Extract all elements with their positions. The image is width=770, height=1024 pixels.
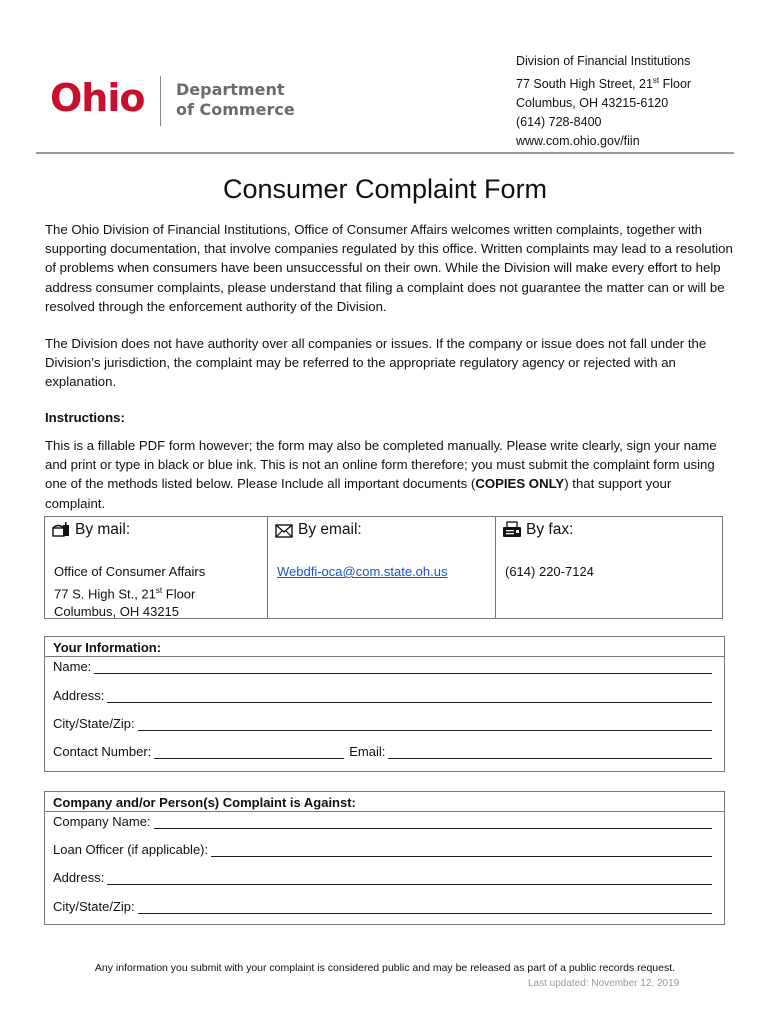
fax-method-cell bbox=[495, 516, 723, 619]
address-field[interactable]: Address: bbox=[53, 688, 712, 703]
company-section-heading: Company and/or Person(s) Complaint is Against: bbox=[53, 795, 356, 810]
intro-paragraph-2: The Division does not have authority over all companies or issues. If the company or issue does not fall under the Division’s jurisdiction, the complaint may be referred to the appropriate regulatory agency or rejected with an explanation. bbox=[45, 336, 707, 390]
division-address bbox=[516, 52, 691, 151]
company-city-state-zip-input-line[interactable] bbox=[138, 901, 712, 914]
public-records-notice: Any information you submit with your complaint is considered public and may be released as part of a public records request. bbox=[94, 962, 676, 974]
contact-number-input-line[interactable] bbox=[154, 746, 344, 759]
intro-paragraph-1: The Ohio Division of Financial Institutions, Office of Consumer Affairs welcomes written complaints, together with supporting documentation, that involve companies regulated by this office. Written complaints may lead to a resolution of problems when consumers have been unsuccessful on their own. While the Division will make every effort to help address consumer complaints, please understand that filing a complaint does not guarantee the matter can or will be resolved through the enforcement authority of the Division. bbox=[45, 222, 733, 314]
mail-address: Office of Consumer Affairs 77 S. High St., 21st Floor Columbus, OH 43215 bbox=[54, 564, 206, 620]
fax-method-header: By fax: bbox=[502, 521, 573, 539]
instructions-text: This is a fillable PDF form however; the form may also be completed manually. Please write clearly, sign your name and print or type in black or blue ink. This is not an online form therefore; you must submit the complaint form using one of the methods listed below. Please Include all important documents (COPIES ONLY) that support your complaint. bbox=[45, 438, 717, 511]
logo-dept-line2: of Commerce bbox=[176, 100, 295, 119]
contact-email-row: Contact Number: Email: bbox=[53, 744, 712, 759]
your-information-section bbox=[44, 636, 725, 772]
email-input-line[interactable] bbox=[388, 746, 712, 759]
email-address-link[interactable]: Webdfi-oca@com.state.oh.us bbox=[277, 564, 448, 579]
city-state-zip-input-line[interactable] bbox=[138, 718, 712, 731]
name-field[interactable]: Name: bbox=[53, 659, 712, 674]
last-updated: Last updated: November 12, 2019 bbox=[528, 978, 680, 989]
mailbox-icon bbox=[51, 521, 71, 539]
company-complaint-section bbox=[44, 791, 725, 925]
address-line3: Columbus, OH 43215-6120 bbox=[516, 96, 669, 111]
fax-number: (614) 220-7124 bbox=[505, 564, 594, 579]
form-title: Consumer Complaint Form bbox=[222, 174, 548, 204]
company-name-input-line[interactable] bbox=[154, 816, 712, 829]
logo-divider bbox=[160, 76, 161, 126]
your-information-heading: Your Information: bbox=[53, 640, 162, 655]
address-input-line[interactable] bbox=[107, 690, 712, 703]
mail-method-cell bbox=[44, 516, 268, 619]
company-city-state-zip-field[interactable]: City/State/Zip: bbox=[53, 899, 712, 914]
city-state-zip-field[interactable]: City/State/Zip: bbox=[53, 716, 712, 731]
mail-method-header: By mail: bbox=[51, 521, 130, 539]
email-method-cell bbox=[267, 516, 496, 619]
department-logo-text bbox=[176, 80, 295, 120]
header-rule bbox=[36, 152, 734, 154]
loan-officer-input-line[interactable] bbox=[211, 844, 712, 857]
name-input-line[interactable] bbox=[94, 661, 712, 674]
loan-officer-field[interactable]: Loan Officer (if applicable): bbox=[53, 842, 712, 857]
address-phone: (614) 728-8400 bbox=[516, 115, 602, 130]
address-website: www.com.ohio.gov/fiin bbox=[516, 134, 640, 149]
address-line1: Division of Financial Institutions bbox=[516, 54, 691, 68]
envelope-icon bbox=[274, 521, 294, 539]
ohio-logo: Ohio bbox=[50, 76, 145, 120]
fax-machine-icon bbox=[502, 521, 522, 539]
logo-dept-line1: Department bbox=[176, 80, 285, 99]
address-line2: 77 South High Street, 21st Floor bbox=[516, 76, 692, 92]
company-address-field[interactable]: Address: bbox=[53, 870, 712, 885]
company-address-input-line[interactable] bbox=[107, 872, 712, 885]
company-name-field[interactable]: Company Name: bbox=[53, 814, 712, 829]
instructions-heading: Instructions: bbox=[45, 410, 125, 425]
email-method-header: By email: bbox=[274, 521, 362, 539]
